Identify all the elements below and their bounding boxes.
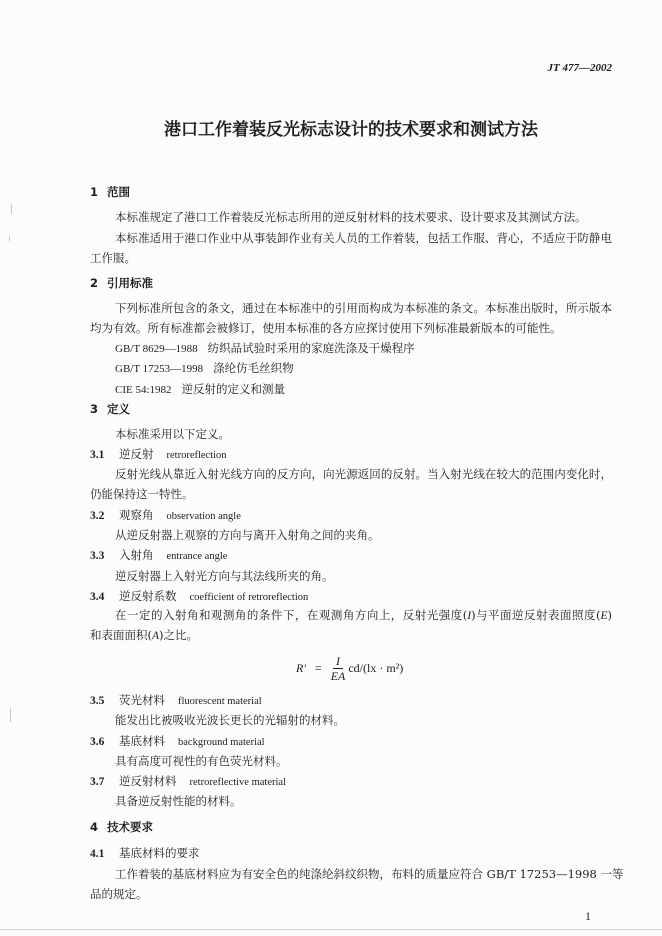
section-title: 技术要求 <box>107 820 153 834</box>
retroreflection-formula <box>296 651 403 685</box>
definition-heading <box>90 547 227 565</box>
definition-term: 逆反射材料 <box>119 774 177 788</box>
text-segment: )之比。 <box>159 628 199 642</box>
formula-lhs: R' <box>296 660 306 675</box>
reference-title: 纺织品试验时采用的家庭洗涤及干燥程序 <box>207 341 415 355</box>
definition-heading <box>90 733 265 751</box>
definition-text: 逆反射器上入射光方向与其法线所夹的角。 <box>115 569 334 583</box>
paragraph-line: 均为有效。所有标准都会被修订，使用本标准的各方应探讨使用下列标准最新版本的可能性。 <box>90 321 562 335</box>
text-segment: )与平面逆反射表面照度( <box>471 608 601 622</box>
definition-text <box>90 627 198 644</box>
paragraph-line: 本标准适用于港口作业中从事装卸作业有关人员的工作着装，包括工作服、背心，不适应于防静电 <box>115 231 612 245</box>
paragraph-line: 品的规定。 <box>90 887 148 901</box>
definition-term: 逆反射系数 <box>119 589 177 603</box>
definition-english: retroreflective material <box>189 777 286 788</box>
section-title: 定义 <box>107 402 130 416</box>
section-number: 1 <box>90 185 99 199</box>
definition-term: 入射角 <box>119 548 154 562</box>
reference-item <box>115 360 294 377</box>
text-segment: ) <box>607 608 612 622</box>
variable-intensity: I <box>467 610 472 622</box>
definition-term: 荧光材料 <box>119 693 165 707</box>
reference-title: 涤纶仿毛丝织物 <box>213 361 294 375</box>
definition-heading <box>90 446 227 464</box>
paragraph-line: 下列标准所包含的条文，通过在本标准中的引用而构成为本标准的条文。本标准出版时，所示版本 <box>115 301 612 315</box>
paragraph-line: 工作着装的基底材料应为有安全色的纯涤纶斜纹织物，布料的质量应符合 GB/T 17253—1998 一等 <box>115 867 624 881</box>
definition-english: retroreflection <box>166 450 227 461</box>
section-heading-scope <box>90 184 130 200</box>
paragraph-line: 工作服。 <box>90 251 136 265</box>
definition-english: background material <box>178 737 265 748</box>
definition-heading <box>90 692 262 710</box>
section-heading-references <box>90 275 153 291</box>
definition-number: 3.1 <box>90 449 105 461</box>
reference-code: GB/T 17253—1998 <box>115 363 204 375</box>
section-heading-definitions <box>90 401 130 417</box>
variable-area: A <box>152 630 160 642</box>
definition-term: 逆反射 <box>119 447 154 461</box>
page-number: 1 <box>585 909 591 923</box>
definition-heading <box>90 588 308 606</box>
definition-text: 从逆反射器上观察的方向与离开入射角之间的夹角。 <box>115 528 380 542</box>
page-bottom-edge <box>0 929 662 930</box>
definition-term: 观察角 <box>119 508 154 522</box>
definition-number: 3.2 <box>90 510 105 522</box>
definition-english: coefficient of retroreflection <box>189 592 309 603</box>
reference-item <box>115 340 415 357</box>
reference-item <box>115 381 285 398</box>
definition-number: 3.7 <box>90 776 105 788</box>
scan-artifact <box>9 236 10 241</box>
formula-fraction <box>330 654 347 683</box>
definition-text: 反射光线从靠近入射光线方向的反方向，向光源返回的反射。当入射光线在较大的范围内变化时， <box>115 467 612 481</box>
standard-code: JT 477—2002 <box>547 62 612 74</box>
section-title: 范围 <box>107 185 130 199</box>
variable-illuminance: E <box>600 610 608 622</box>
definition-number: 3.4 <box>90 591 105 603</box>
section-title: 引用标准 <box>107 276 153 290</box>
definition-english: entrance angle <box>166 551 228 562</box>
reference-code: GB/T 8629—1988 <box>115 343 198 355</box>
definition-heading <box>90 773 286 791</box>
paragraph-line: 本标准采用以下定义。 <box>115 427 230 441</box>
subsection-title: 基底材料的要求 <box>119 846 200 860</box>
document-title: 港口工作着装反光标志设计的技术要求和测试方法 <box>164 120 538 140</box>
formula-equals: = <box>314 660 322 675</box>
text-segment: 和表面面积( <box>90 628 152 642</box>
formula-numerator: I <box>333 654 343 669</box>
definition-text: 具备逆反射性能的材料。 <box>115 794 242 808</box>
definition-english: observation angle <box>166 511 241 522</box>
text-segment: 在一定的入射角和观测角的条件下，在观测角方向上，反射光强度( <box>115 608 468 622</box>
section-number: 2 <box>90 276 99 290</box>
formula-denominator: EA <box>330 668 346 683</box>
reference-title: 逆反射的定义和测量 <box>181 382 286 396</box>
section-number: 3 <box>90 402 99 416</box>
definition-number: 3.5 <box>90 695 105 707</box>
section-number: 4 <box>90 820 99 834</box>
section-heading-technical-requirements <box>90 819 153 835</box>
definition-text <box>115 607 612 624</box>
scan-artifact <box>10 708 11 722</box>
reference-code: CIE 54:1982 <box>115 384 172 396</box>
definition-number: 3.3 <box>90 550 105 562</box>
scan-artifact <box>11 204 12 214</box>
definition-heading <box>90 507 241 525</box>
subsection-heading <box>90 845 200 862</box>
definition-english: fluorescent material <box>178 696 262 707</box>
paragraph-line: 本标准规定了港口工作着装反光标志所用的逆反射材料的技术要求、设计要求及其测试方法。 <box>115 210 587 224</box>
definition-text: 仍能保持这一特性。 <box>90 487 194 501</box>
definition-term: 基底材料 <box>119 734 165 748</box>
definition-text: 能发出比被吸收光波长更长的光辐射的材料。 <box>115 713 345 727</box>
formula-unit: cd/(lx · m²) <box>348 660 404 675</box>
subsection-number: 4.1 <box>90 848 105 860</box>
definition-text: 具有高度可视性的有色荧光材料。 <box>115 754 288 768</box>
definition-number: 3.6 <box>90 736 105 748</box>
